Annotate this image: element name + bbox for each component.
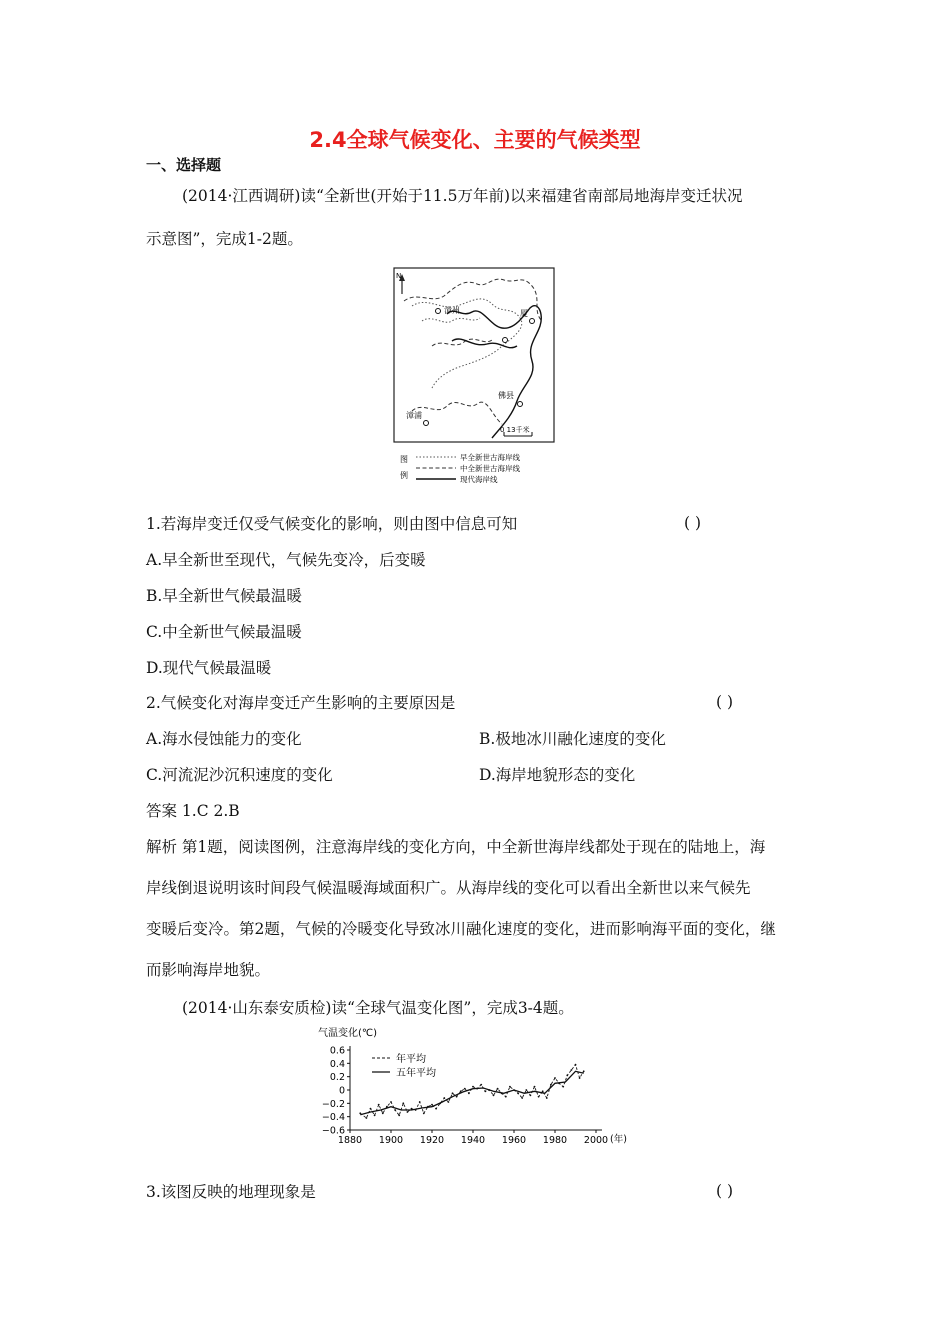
legend-modern-label: 现代海岸线 bbox=[460, 475, 498, 484]
early-coastline bbox=[412, 299, 522, 388]
annual-point bbox=[525, 1089, 527, 1091]
x-tick-label: 1960 bbox=[501, 1135, 527, 1146]
q1-option-a: A.早全新世至现代，气候先变冷，后变暖 bbox=[146, 551, 426, 569]
x-tick-label: 2000 bbox=[583, 1135, 609, 1146]
q2-stem: 2.气候变化对海岸变迁产生影响的主要原因是 bbox=[146, 694, 456, 712]
y-tick-label: −0.2 bbox=[321, 1098, 345, 1110]
annual-point bbox=[464, 1088, 466, 1090]
annual-point bbox=[571, 1069, 573, 1071]
coastline-map bbox=[392, 266, 562, 491]
x-tick-label: 1900 bbox=[378, 1135, 404, 1146]
annual-point bbox=[398, 1114, 400, 1116]
annual-point bbox=[554, 1077, 556, 1079]
five-year-average-line bbox=[360, 1071, 583, 1114]
y-tick-label: −0.6 bbox=[321, 1125, 345, 1137]
temperature-chart bbox=[310, 1024, 650, 1150]
legend-title: 例 bbox=[400, 471, 408, 480]
annual-point bbox=[521, 1097, 523, 1099]
annual-point bbox=[402, 1102, 404, 1104]
annual-point bbox=[443, 1097, 445, 1099]
intro-1-line-1: (2014·江西调研)读“全新世(开始于11.5万年前)以来福建省南部局地海岸变迁状况 bbox=[182, 187, 743, 205]
annual-point bbox=[493, 1094, 495, 1096]
x-tick-label: 1920 bbox=[419, 1135, 445, 1146]
annual-point bbox=[484, 1090, 486, 1092]
intro-2: (2014·山东泰安质检)读“全球气温变化图”，完成3-4题。 bbox=[182, 999, 574, 1017]
q3-stem: 3.该图反映的地理现象是 bbox=[146, 1183, 316, 1201]
q1-stem: 1.若海岸变迁仅受气候变化的影响，则由图中信息可知 bbox=[146, 515, 518, 533]
scale-label: 0 13千米 bbox=[500, 426, 530, 434]
annual-average-line bbox=[360, 1065, 583, 1118]
annual-point bbox=[370, 1108, 372, 1110]
annual-point bbox=[550, 1084, 552, 1086]
annual-point bbox=[542, 1090, 544, 1092]
x-tick-label: 1940 bbox=[460, 1135, 486, 1146]
annual-point bbox=[480, 1084, 482, 1086]
legend-early-label: 早全新世古海岸线 bbox=[460, 453, 520, 462]
analysis-line-3: 变暖后变冷。第2题，气候的冷暖变化导致冰川融化速度的变化，进而影响海平面的变化，继 bbox=[146, 920, 776, 938]
y-tick-label: 0.4 bbox=[329, 1058, 345, 1070]
annual-point bbox=[575, 1064, 577, 1066]
analysis-line-4: 而影响海岸地貌。 bbox=[146, 961, 271, 979]
annual-point bbox=[583, 1070, 585, 1072]
annual-point bbox=[407, 1111, 409, 1113]
x-axis-label: (年) bbox=[610, 1134, 627, 1145]
q2-option-c: C.河流泥沙沉积速度的变化 bbox=[146, 766, 333, 784]
q1-option-c: C.中全新世气候最温暖 bbox=[146, 623, 302, 641]
y-tick-label: 0 bbox=[338, 1085, 345, 1097]
annual-point bbox=[452, 1092, 454, 1094]
temperature-chart-figure bbox=[310, 1024, 650, 1154]
place-label: 厦 bbox=[520, 309, 528, 318]
town-dot bbox=[503, 338, 508, 343]
place-label: 佛县 bbox=[498, 391, 514, 400]
section-heading: 一、选择题 bbox=[146, 156, 222, 174]
annual-point bbox=[534, 1086, 536, 1088]
legend-mid-label: 中全新世古海岸线 bbox=[460, 464, 520, 473]
zhangzhou-dot bbox=[436, 309, 441, 314]
annual-point bbox=[562, 1086, 564, 1088]
annual-point bbox=[579, 1077, 581, 1079]
coastline-map-figure bbox=[392, 266, 562, 495]
intro-1-line-2: 示意图”，完成1-2题。 bbox=[146, 230, 303, 248]
annual-point bbox=[382, 1112, 384, 1114]
q3-answer-paren: ( ) bbox=[716, 1182, 734, 1200]
legend-title: 图 bbox=[400, 455, 408, 464]
x-tick-label: 1980 bbox=[542, 1135, 568, 1146]
q2-answer-paren: ( ) bbox=[716, 693, 734, 711]
annual-point bbox=[435, 1108, 437, 1110]
legend-label: 五年平均 bbox=[396, 1068, 436, 1079]
q2-option-d: D.海岸地貌形态的变化 bbox=[479, 766, 636, 784]
analysis-line-2: 岸线倒退说明该时间段气候温暖海域面积广。从海岸线的变化可以看出全新世以来气候先 bbox=[146, 879, 751, 897]
place-label: 漳浦 bbox=[406, 411, 422, 420]
annual-point bbox=[456, 1096, 458, 1098]
annual-point bbox=[566, 1074, 568, 1076]
early-coastline-2 bbox=[422, 318, 480, 322]
modern-coastline bbox=[447, 306, 541, 438]
annual-point bbox=[423, 1112, 425, 1114]
north-label: N bbox=[396, 272, 402, 280]
y-axis-label: 气温变化(℃) bbox=[318, 1028, 378, 1039]
annual-point bbox=[546, 1097, 548, 1099]
legend-label: 年平均 bbox=[396, 1054, 426, 1065]
annual-point bbox=[366, 1117, 368, 1119]
page-title: 2.4全球气候变化、主要的气候类型 bbox=[309, 128, 641, 152]
q1-option-b: B.早全新世气候最温暖 bbox=[146, 587, 302, 605]
annual-point bbox=[505, 1096, 507, 1098]
annual-point bbox=[497, 1088, 499, 1090]
annual-point bbox=[517, 1092, 519, 1094]
xia-dot bbox=[530, 319, 535, 324]
annual-point bbox=[419, 1101, 421, 1103]
annual-point bbox=[538, 1096, 540, 1098]
annual-point bbox=[472, 1086, 474, 1088]
place-label: 漳州 bbox=[444, 306, 460, 315]
annual-point bbox=[509, 1086, 511, 1088]
annual-point bbox=[394, 1109, 396, 1111]
q2-option-a: A.海水侵蚀能力的变化 bbox=[146, 730, 302, 748]
zhangpu-dot bbox=[424, 421, 429, 426]
analysis-line-1: 解析 第1题，阅读图例，注意海岸线的变化方向，中全新世海岸线都处于现在的陆地上，海 bbox=[146, 838, 766, 856]
annual-point bbox=[390, 1101, 392, 1103]
y-tick-label: 0.6 bbox=[329, 1045, 345, 1057]
annual-point bbox=[374, 1114, 376, 1116]
annual-point bbox=[468, 1092, 470, 1094]
annual-point bbox=[448, 1101, 450, 1103]
y-tick-label: 0.2 bbox=[329, 1072, 345, 1084]
y-tick-label: −0.4 bbox=[321, 1112, 345, 1124]
q1-option-d: D.现代气候最温暖 bbox=[146, 659, 272, 677]
annual-point bbox=[431, 1104, 433, 1106]
annual-point bbox=[530, 1094, 532, 1096]
q1-answer-paren: ( ) bbox=[684, 514, 702, 532]
q2-option-b: B.极地冰川融化速度的变化 bbox=[479, 730, 666, 748]
foxian-dot bbox=[518, 402, 523, 407]
x-tick-label: 1880 bbox=[337, 1135, 363, 1146]
annual-point bbox=[378, 1104, 380, 1106]
answer-line: 答案 1.C 2.B bbox=[146, 802, 240, 820]
